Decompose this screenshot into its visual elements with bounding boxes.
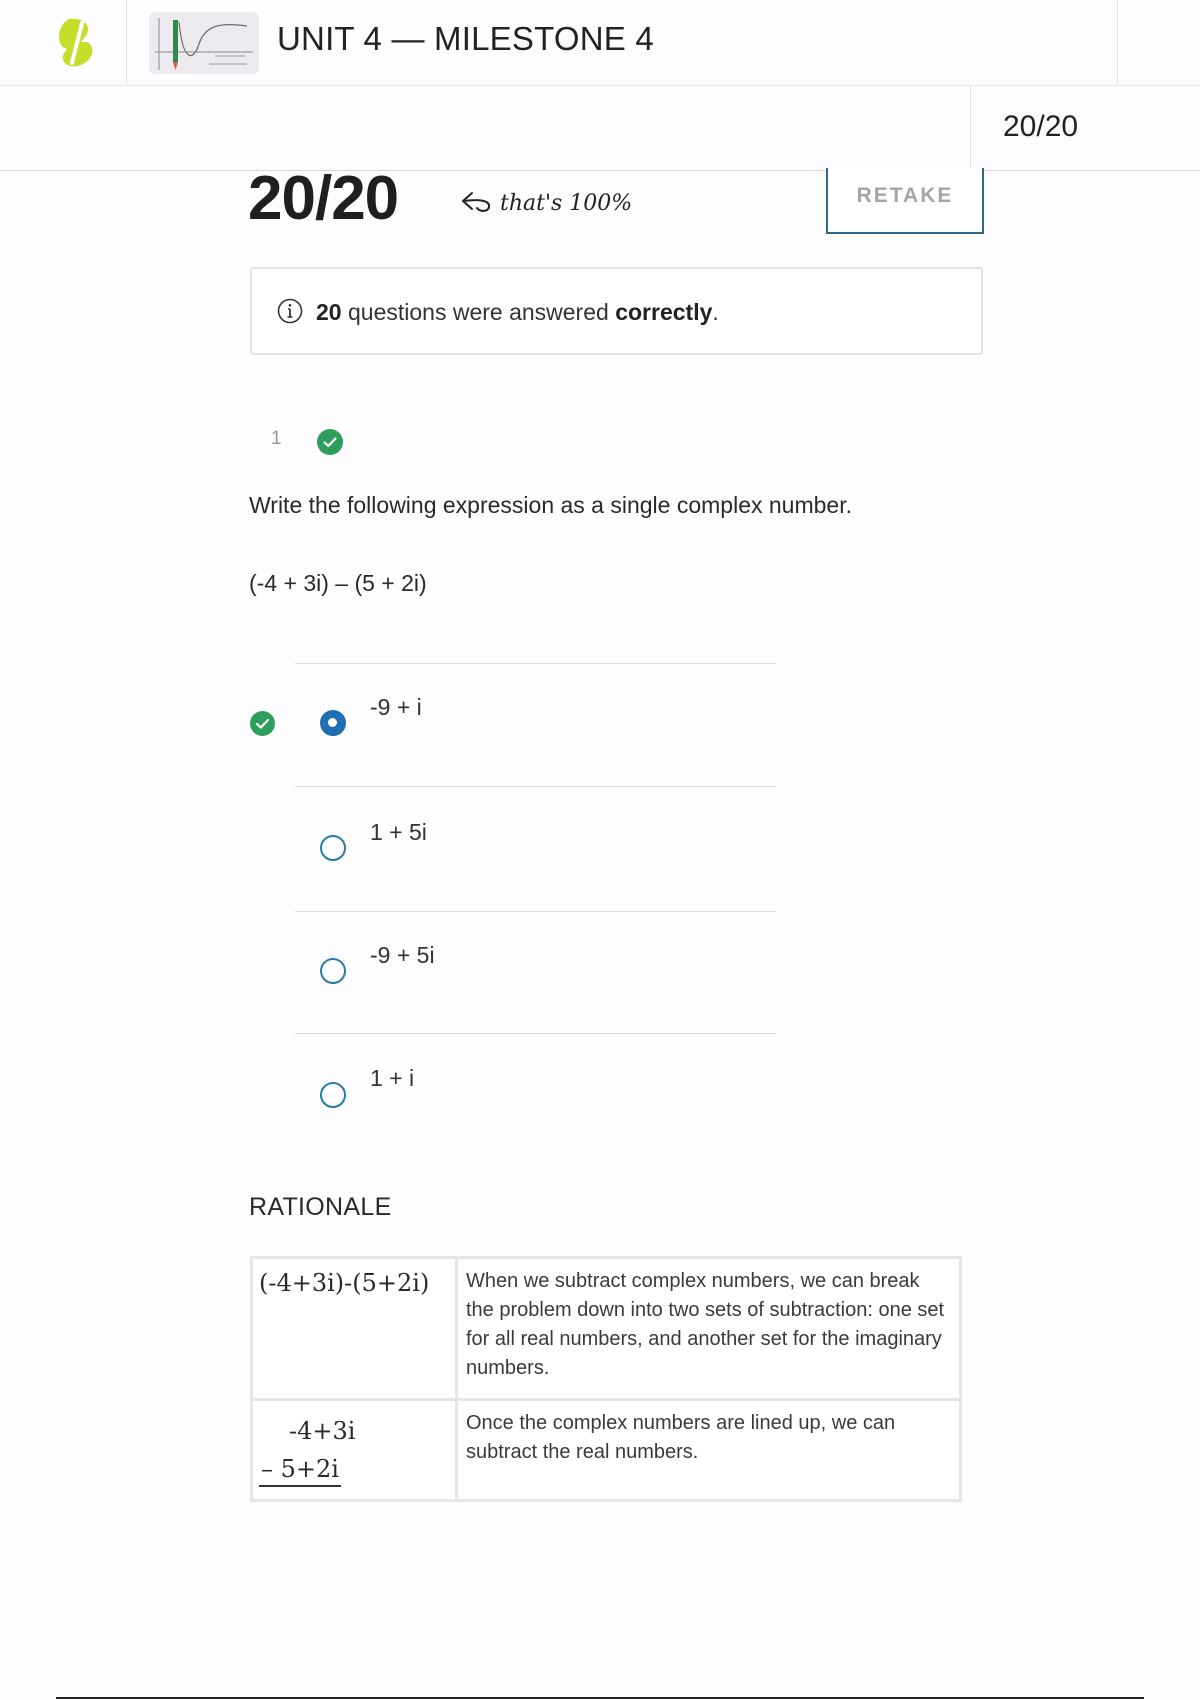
- page-title: UNIT 4 — MILESTONE 4: [277, 20, 654, 57]
- rationale-text-cell: Once the complex numbers are lined up, we can subtract the real numbers.: [457, 1400, 961, 1501]
- option-radio-2[interactable]: [320, 835, 346, 861]
- option-radio-3[interactable]: [320, 958, 346, 984]
- option-divider: [295, 786, 776, 787]
- rationale-math-cell: [252, 1258, 457, 1400]
- option-label-1[interactable]: -9 + i: [370, 694, 422, 720]
- graph-thumbnail-icon: [149, 12, 259, 74]
- option-divider: [295, 1033, 776, 1034]
- option-radio-4[interactable]: [320, 1082, 346, 1108]
- stack-top-term: -4+3i: [289, 1417, 356, 1445]
- score-tab-label: 20/20: [1003, 110, 1079, 143]
- info-text-end: .: [712, 299, 719, 325]
- rationale-row: [252, 1258, 961, 1400]
- option-label-2[interactable]: 1 + 5i: [370, 819, 427, 845]
- page-bottom-rule: [56, 1697, 1144, 1699]
- option-label-4[interactable]: 1 + i: [370, 1065, 415, 1091]
- rationale-text-cell: When we subtract complex numbers, we can break the problem down into two sets of subtraction: one set for all real numbers, and another set for the imaginary numbers.: [457, 1258, 961, 1400]
- results-info-text: [316, 299, 719, 326]
- option-radio-1[interactable]: [320, 710, 346, 736]
- info-text-middle: questions were answered: [341, 299, 616, 325]
- correct-count: 20: [316, 299, 342, 325]
- option-divider: [295, 663, 776, 664]
- correct-answer-check-icon: [249, 710, 276, 737]
- rationale-math-cell: [252, 1400, 457, 1501]
- rationale-table: [250, 1256, 962, 1502]
- stack-bottom-term: – 5+2i: [259, 1455, 341, 1487]
- info-text-bold: correctly: [615, 299, 713, 325]
- retake-button-label: RETAKE: [856, 184, 954, 207]
- header-divider: [126, 0, 127, 84]
- stacked-subtraction: [259, 1411, 449, 1489]
- score-tab[interactable]: [970, 86, 1200, 171]
- top-bar: [0, 0, 1200, 86]
- rationale-row: [252, 1400, 961, 1501]
- brand-logo-icon[interactable]: [55, 15, 101, 70]
- info-icon: [277, 298, 303, 324]
- question-prompt: Write the following expression as a single complex number.: [249, 492, 852, 518]
- question-correct-check-icon: [316, 428, 344, 456]
- question-expression: (-4 + 3i) – (5 + 2i): [249, 570, 427, 596]
- final-score: 20/20: [248, 164, 399, 233]
- option-label-3[interactable]: -9 + 5i: [370, 942, 435, 968]
- rationale-math-1: (-4+3i)-(5+2i): [259, 1269, 430, 1297]
- results-info-banner: [250, 267, 983, 355]
- score-note: [460, 190, 632, 216]
- return-arrow-icon: [460, 190, 494, 216]
- score-note-text: that's 100%: [500, 190, 633, 216]
- question-number[interactable]: 1: [271, 428, 282, 449]
- course-thumbnail: [149, 12, 259, 74]
- rationale-heading: RATIONALE: [249, 1193, 392, 1221]
- option-divider: [295, 911, 776, 912]
- retake-button[interactable]: [826, 168, 984, 234]
- header-divider-right: [1117, 0, 1118, 84]
